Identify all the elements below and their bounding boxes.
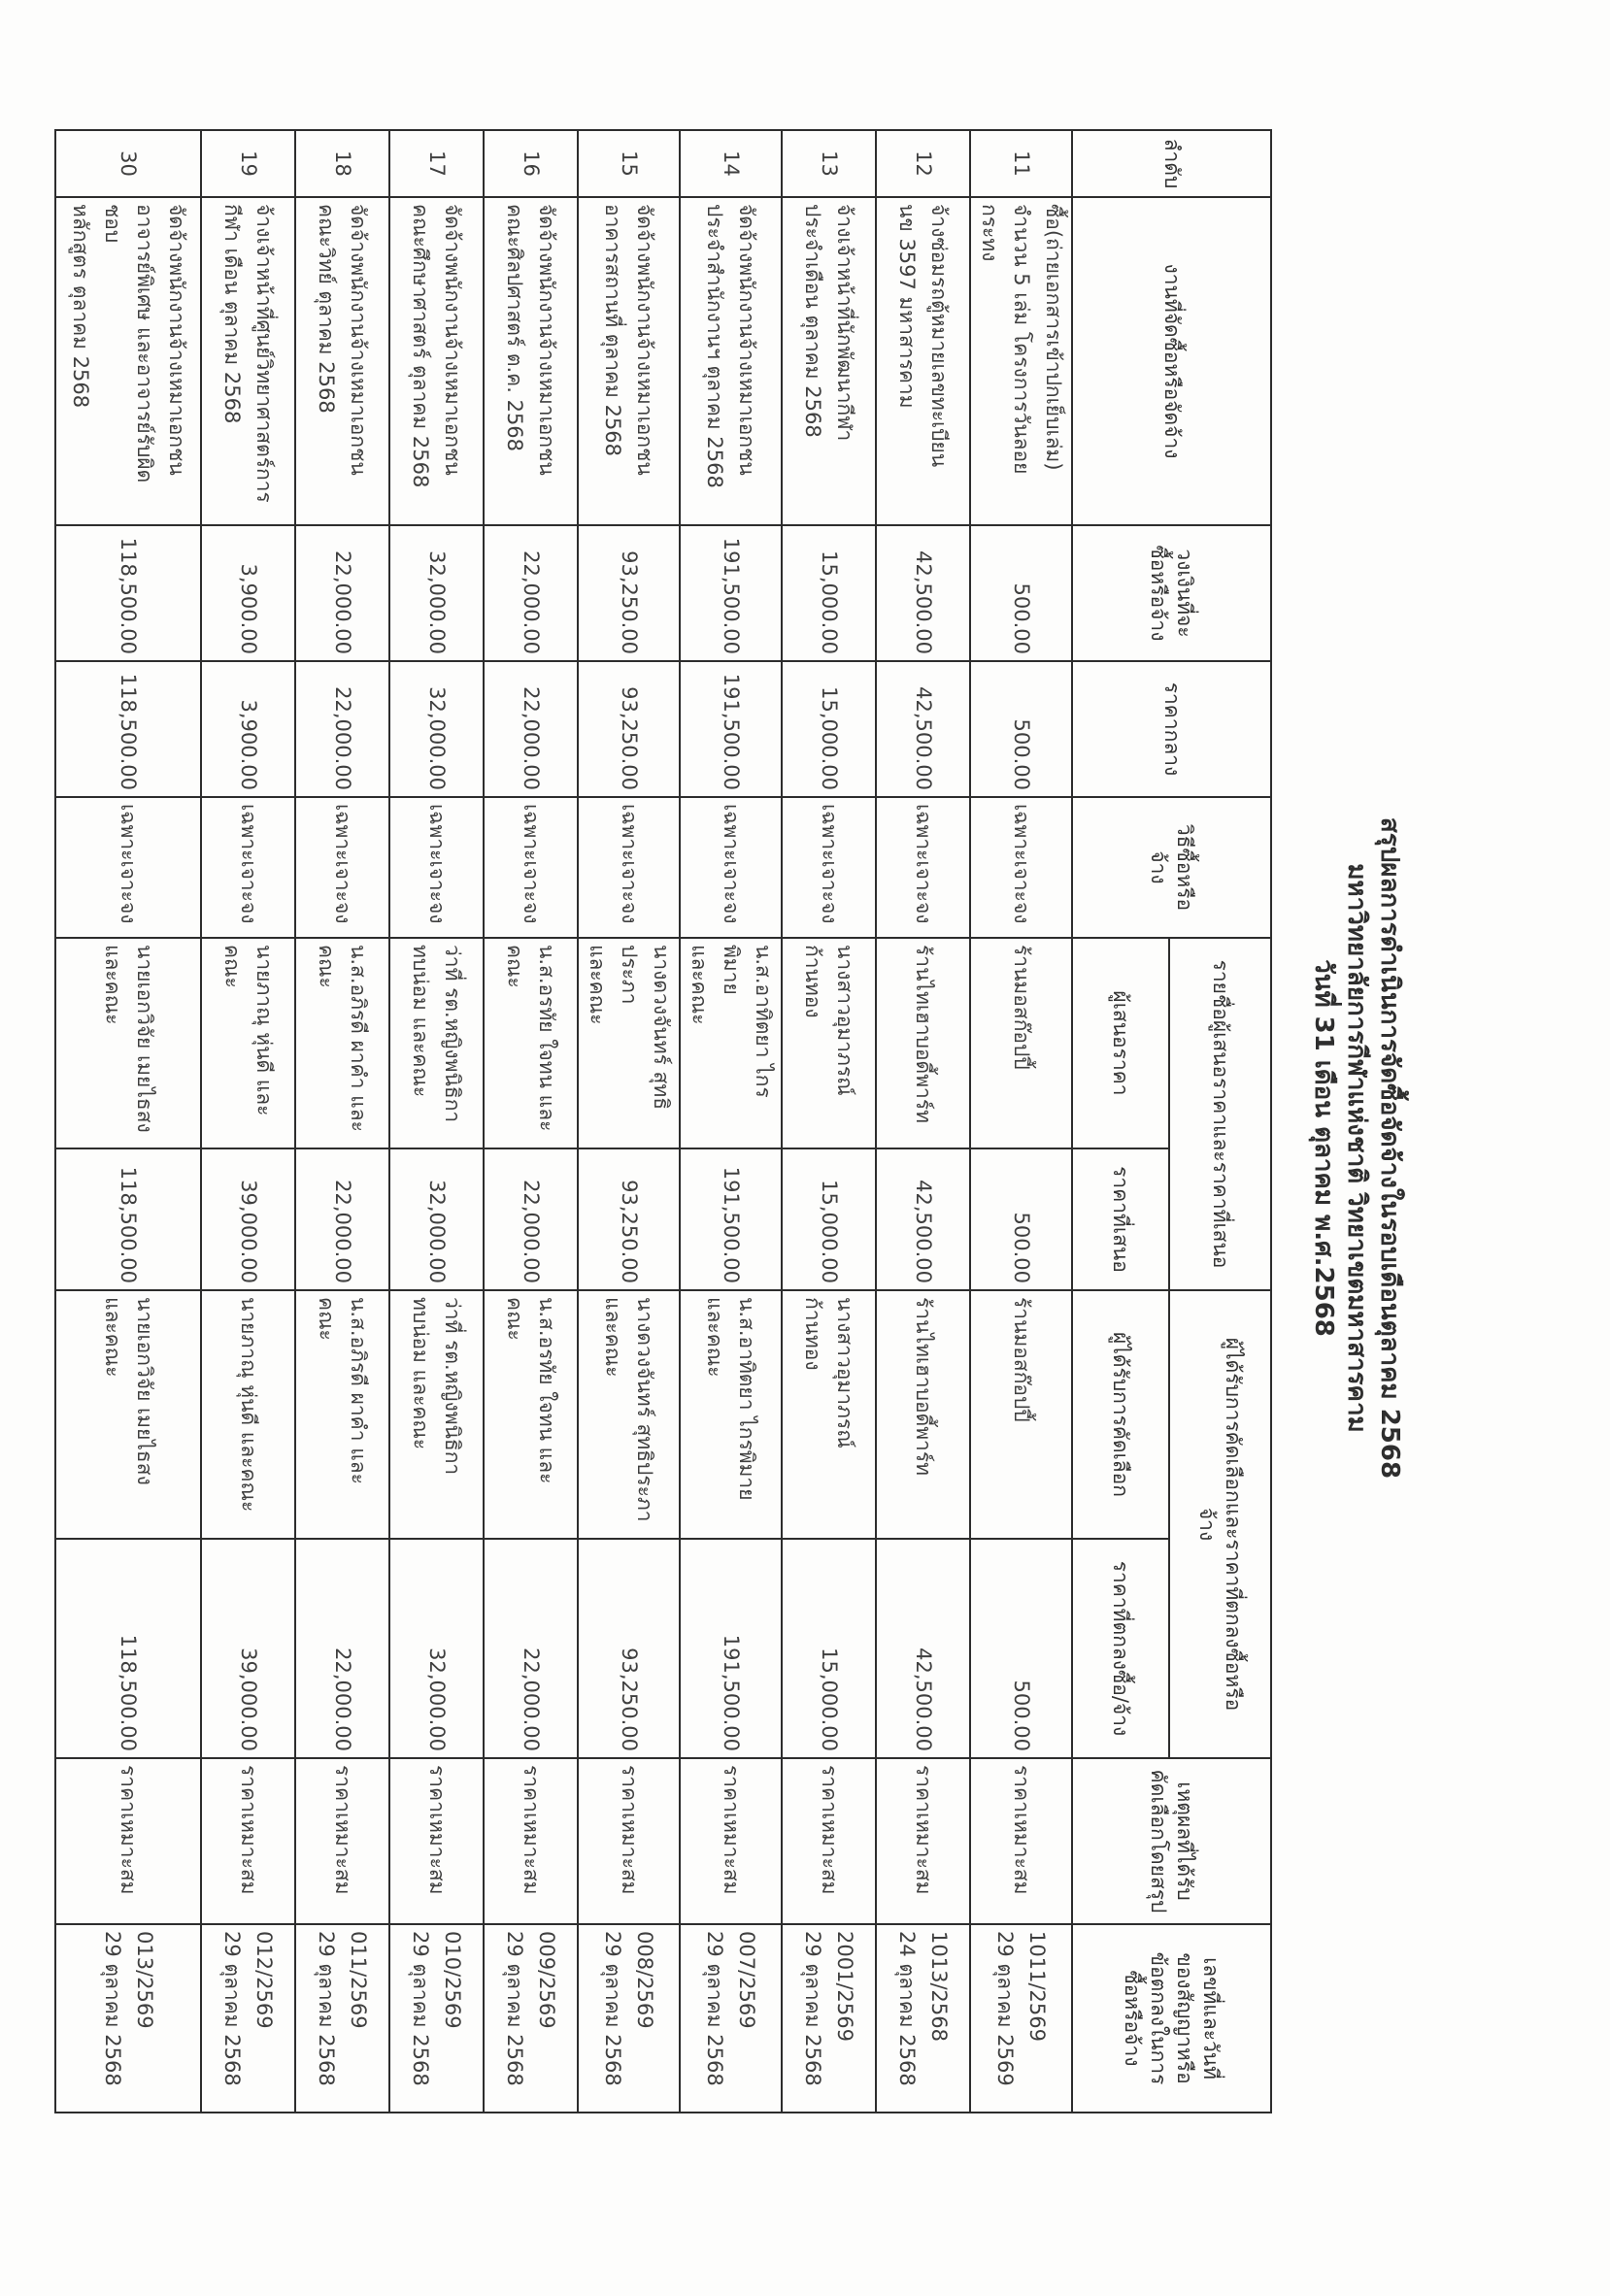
- cell-contract-date: 29 ตุลาคม 2568: [601, 1931, 625, 2086]
- cell-work-line2: นข 3597 มหาสารคาม: [895, 204, 920, 409]
- cell-contract-number: 2001/2569: [833, 1931, 857, 2042]
- header-bid-price: ราคาที่เสนอ: [1072, 1148, 1169, 1290]
- cell-work: [970, 197, 1072, 525]
- cell-budget: 500.00: [970, 525, 1072, 661]
- cell-budget: 118,500.00: [55, 525, 201, 661]
- cell-bidder: [484, 938, 578, 1148]
- cell-bidder-line1: น.ส.อภิรดี ผาคำ และ: [347, 945, 371, 1132]
- cell-contract-number: 010/2569: [441, 1931, 465, 2029]
- header-no: ลำดับ: [1072, 130, 1271, 197]
- cell-work-line1: จัดจ้างพนักงานจ้างเหมาเอกชน: [165, 204, 188, 476]
- header-agreed-price: ราคาที่ตกลงซื้อ/จ้าง: [1072, 1539, 1169, 1758]
- cell-selected-line2: ก้านทอง: [801, 1297, 825, 1371]
- cell-work-line1: จ้างซ่อมรถตู้หมายเลขทะเบียน: [927, 204, 952, 468]
- title-line-2: มหาวิทยาลัยการกีฬาแห่งชาติ วิทยาเขตมหาสารคาม: [1342, 863, 1371, 1433]
- cell-contract: [578, 1924, 680, 2113]
- cell-no: 13: [782, 130, 876, 197]
- cell-bid-price: 93,250.00: [578, 1148, 680, 1290]
- cell-method: เฉพาะเจาะจง: [484, 797, 578, 938]
- cell-bidder: [876, 938, 970, 1148]
- cell-selected-line1: ร้านไทเฮาบอดี้พาร์ท: [912, 1297, 935, 1476]
- header-contract-line3: ข้อตกลงในการ: [1147, 1951, 1171, 2085]
- cell-selected-line1: น.ส.อาทิตยา ไกรพิมาย: [735, 1297, 759, 1501]
- cell-bidder-line2: ก้านทอง: [801, 945, 825, 1018]
- cell-agreed-price: 15,000.00: [782, 1539, 876, 1758]
- cell-reason: ราคาเหมาะสม: [389, 1758, 484, 1924]
- cell-work: [782, 197, 876, 525]
- cell-budget: 93,250.00: [578, 525, 680, 661]
- cell-reason: ราคาเหมาะสม: [484, 1758, 578, 1924]
- cell-agreed-price: 32,000.00: [389, 1539, 484, 1758]
- cell-reason: ราคาเหมาะสม: [970, 1758, 1072, 1924]
- cell-bidder-line1: น.ส.อาทิตยา ไกรพิมาย: [720, 945, 775, 1098]
- cell-bidder-line1: ว่าที่ รต.หญิงพนิธิกา: [441, 945, 465, 1123]
- header-contract-line2: ของสัญญาหรือ: [1173, 1952, 1197, 2084]
- cell-method: เฉพาะเจาะจง: [295, 797, 389, 938]
- cell-budget: 42,500.00: [876, 525, 970, 661]
- cell-reason: ราคาเหมาะสม: [201, 1758, 295, 1924]
- cell-no: 14: [680, 130, 782, 197]
- cell-selected-line1: ร้านมอสก๊อปปี้: [1010, 1297, 1033, 1422]
- cell-work-line1: จัดจ้างพนักงานจ้างเหมาเอกชน: [735, 204, 759, 476]
- cell-bidder-line1: น.ส.อรทัย ใจทน และ: [535, 945, 559, 1132]
- cell-work-line1: จัดจ้างพนักงานจ้างเหมาเอกชน: [441, 204, 465, 476]
- cell-bidder: [201, 938, 295, 1148]
- cell-bid-price: 191,500.00: [680, 1148, 782, 1290]
- cell-method: เฉพาะเจาะจง: [876, 797, 970, 938]
- header-selected-group: [1169, 1290, 1271, 1758]
- cell-selected: [876, 1290, 970, 1539]
- cell-reason: ราคาเหมาะสม: [578, 1758, 680, 1924]
- cell-contract-date: 29 ตุลาคม 2568: [703, 1931, 727, 2086]
- table-row: [484, 130, 578, 2113]
- cell-agreed-price: 22,000.00: [484, 1539, 578, 1758]
- cell-mid-price: 42,500.00: [876, 661, 970, 797]
- cell-method: เฉพาะเจาะจง: [201, 797, 295, 938]
- cell-reason: ราคาเหมาะสม: [55, 1758, 201, 1924]
- cell-work-line1: ซื้อ(ถ่ายเอกสารเข้าปกเย็บเล่ม): [1042, 204, 1065, 471]
- table-row: [295, 130, 389, 2113]
- cell-selected-line2: และคณะ: [101, 1297, 124, 1378]
- header-method: [1072, 797, 1271, 938]
- cell-selected: [484, 1290, 578, 1539]
- cell-work: [55, 197, 201, 525]
- header-contract-line1: เลขที่และวันที่: [1199, 1957, 1224, 2080]
- cell-selected-line1: น.ส.อภิรดี ผาคำ และ: [347, 1297, 371, 1484]
- cell-selected-line2: คณะ: [503, 1297, 527, 1341]
- cell-reason: ราคาเหมาะสม: [295, 1758, 389, 1924]
- table-row: [389, 130, 484, 2113]
- cell-mid-price: 191,500.00: [680, 661, 782, 797]
- cell-contract-number: 011/2569: [347, 1931, 371, 2029]
- cell-work-line2: คณะวิทย์ ตุลาคม 2568: [315, 204, 339, 414]
- header-budget-line2: ซื้อหรือจ้าง: [1147, 545, 1171, 642]
- cell-bidder: [295, 938, 389, 1148]
- cell-bidder: [389, 938, 484, 1148]
- cell-work: [389, 197, 484, 525]
- header-reason-line2: คัดเลือกโดยสรุป: [1147, 1769, 1171, 1913]
- cell-bid-price: 500.00: [970, 1148, 1072, 1290]
- cell-mid-price: 500.00: [970, 661, 1072, 797]
- cell-selected: [578, 1290, 680, 1539]
- header-contract-line4: ซื้อหรือจ้าง: [1121, 1970, 1145, 2067]
- cell-no: 11: [970, 130, 1072, 197]
- cell-bidder-line1: ร้านมอสก๊อปปี้: [1010, 945, 1033, 1070]
- cell-agreed-price: 500.00: [970, 1539, 1072, 1758]
- title-line-3: วันที่ 31 เดือน ตุลาคม พ.ศ.2568: [1309, 959, 1338, 1337]
- cell-selected-line1: นางสาวอุมาภรณ์: [833, 1297, 857, 1448]
- cell-bid-price: 22,000.00: [295, 1148, 389, 1290]
- cell-budget: 3,900.00: [201, 525, 295, 661]
- cell-contract-date: 29 ตุลาคม 2569: [993, 1931, 1018, 2086]
- cell-selected: [389, 1290, 484, 1539]
- cell-contract: [970, 1924, 1072, 2113]
- cell-budget: 32,000.00: [389, 525, 484, 661]
- cell-agreed-price: 39,000.00: [201, 1539, 295, 1758]
- cell-selected: [201, 1290, 295, 1539]
- header-bidder: ผู้เสนอราคา: [1072, 938, 1169, 1148]
- cell-budget: 15,000.00: [782, 525, 876, 661]
- cell-work-line1: จัดจ้างพนักงานจ้างเหมาเอกชน: [633, 204, 657, 476]
- cell-work-line3: หลักสูตร ตุลาคม 2568: [69, 204, 92, 409]
- cell-selected: [55, 1290, 201, 1539]
- header-selected-group-line2: จ้าง: [1195, 1507, 1220, 1542]
- cell-work-line1: จัดจ้างพนักงานจ้างเหมาเอกชน: [347, 204, 371, 476]
- table-row: [782, 130, 876, 2113]
- table-row: [201, 130, 295, 2113]
- cell-bidder-line1: นายภาณุ หุ่นดี และคณะ: [220, 945, 277, 1116]
- cell-work-line2: ประจำเดือน ตุลาคม 2568: [801, 204, 825, 438]
- table-row: [876, 130, 970, 2113]
- cell-mid-price: 32,000.00: [389, 661, 484, 797]
- cell-contract-date: 29 ตุลาคม 2568: [101, 1931, 124, 2086]
- cell-selected-line2: ทบน่อม และคณะ: [409, 1297, 433, 1450]
- cell-method: เฉพาะเจาะจง: [389, 797, 484, 938]
- cell-no: 15: [578, 130, 680, 197]
- cell-selected-line1: นายเอกวิจัย เมยไธสง: [133, 1297, 156, 1485]
- cell-bidder-line2: และคณะ: [101, 945, 124, 1025]
- cell-bidder-line2: และคณะ: [586, 945, 609, 1025]
- header-method-line1: วิธีซื้อหรือ: [1173, 823, 1197, 912]
- cell-contract-date: 24 ตุลาคม 2568: [895, 1931, 920, 2086]
- cell-contract: [876, 1924, 970, 2113]
- cell-contract-number: 1013/2568: [927, 1931, 952, 2042]
- cell-work: [680, 197, 782, 525]
- cell-contract-date: 29 ตุลาคม 2568: [503, 1931, 527, 2086]
- cell-contract-date: 29 ตุลาคม 2568: [409, 1931, 433, 2086]
- header-budget-line1: วงเงินที่จะ: [1173, 549, 1197, 638]
- cell-mid-price: 93,250.00: [578, 661, 680, 797]
- cell-bidder-line1: นายเอกวิจัย เมยไธสง: [133, 945, 156, 1133]
- cell-mid-price: 15,000.00: [782, 661, 876, 797]
- cell-no: 18: [295, 130, 389, 197]
- cell-reason: ราคาเหมาะสม: [782, 1758, 876, 1924]
- cell-contract: [55, 1924, 201, 2113]
- header-selected: ผู้ได้รับการคัดเลือก: [1072, 1290, 1169, 1539]
- header-work: งานที่จัดซื้อหรือจัดจ้าง: [1072, 197, 1271, 525]
- cell-bid-price: 42,500.00: [876, 1148, 970, 1290]
- cell-method: เฉพาะเจาะจง: [680, 797, 782, 938]
- cell-contract: [389, 1924, 484, 2113]
- header-budget: [1072, 525, 1271, 661]
- cell-mid-price: 118,500.00: [55, 661, 201, 797]
- cell-bidder-line2: ทบน่อม และคณะ: [409, 945, 433, 1098]
- cell-agreed-price: 118,500.00: [55, 1539, 201, 1758]
- cell-contract: [680, 1924, 782, 2113]
- cell-bidder-line1: นางดวงจันทร์ สุทธิประภา: [618, 945, 673, 1111]
- cell-selected-line1: นายภาณุ หุ่นดี และคณะ: [237, 1297, 260, 1513]
- header-method-line2: จ้าง: [1147, 850, 1171, 884]
- cell-work: [578, 197, 680, 525]
- cell-mid-price: 22,000.00: [295, 661, 389, 797]
- cell-selected: [782, 1290, 876, 1539]
- cell-contract: [782, 1924, 876, 2113]
- cell-selected-line1: นางดวงจันทร์ สุทธิประภา: [633, 1297, 657, 1522]
- cell-bidder-line2: คณะ: [315, 945, 339, 988]
- cell-contract-date: 29 ตุลาคม 2568: [220, 1931, 245, 2086]
- cell-selected: [680, 1290, 782, 1539]
- cell-agreed-price: 93,250.00: [578, 1539, 680, 1758]
- cell-selected-line2: และคณะ: [601, 1297, 625, 1378]
- header-reason: [1072, 1758, 1271, 1924]
- cell-selected: [295, 1290, 389, 1539]
- cell-no: 16: [484, 130, 578, 197]
- cell-no: 30: [55, 130, 201, 197]
- cell-selected: [970, 1290, 1072, 1539]
- cell-selected-line1: น.ส.อรทัย ใจทน และ: [535, 1297, 559, 1484]
- cell-bidder: [55, 938, 201, 1148]
- cell-bidder-line2: และคณะ: [688, 945, 711, 1025]
- cell-bidder: [970, 938, 1072, 1148]
- header-row-1: [1169, 130, 1271, 2113]
- cell-contract-number: 007/2569: [735, 1931, 759, 2029]
- cell-contract: [201, 1924, 295, 2113]
- cell-work-line2: อาคารสถานที่ ตุลาคม 2568: [601, 204, 625, 457]
- table-row: [55, 130, 201, 2113]
- cell-agreed-price: 22,000.00: [295, 1539, 389, 1758]
- cell-contract-number: 009/2569: [535, 1931, 559, 2029]
- cell-work-line1: จ้างเจ้าหน้าที่ศูนย์วิทยาศาสตร์การ: [252, 204, 277, 503]
- cell-bidder: [680, 938, 782, 1148]
- cell-work: [295, 197, 389, 525]
- cell-bidder: [782, 938, 876, 1148]
- table-row: [578, 130, 680, 2113]
- cell-budget: 191,500.00: [680, 525, 782, 661]
- cell-bidder-line2: คณะ: [503, 945, 527, 988]
- cell-mid-price: 3,900.00: [201, 661, 295, 797]
- cell-agreed-price: 42,500.00: [876, 1539, 970, 1758]
- cell-contract-date: 29 ตุลาคม 2568: [315, 1931, 339, 2086]
- cell-contract-number: 012/2569: [252, 1931, 277, 2029]
- table-row: [680, 130, 782, 2113]
- cell-no: 17: [389, 130, 484, 197]
- cell-work-line2: จำนวน 5 เล่ม โครงการวันลอยกระทง: [978, 204, 1033, 475]
- cell-contract-date: 29 ตุลาคม 2568: [801, 1931, 825, 2086]
- cell-no: 19: [201, 130, 295, 197]
- page-title: [1307, 0, 1406, 2296]
- cell-work-line1: จ้างเจ้าหน้าที่นักพัฒนากีฬา: [833, 204, 857, 442]
- header-reason-line1: เหตุผลที่ได้รับ: [1173, 1781, 1197, 1901]
- cell-bid-price: 32,000.00: [389, 1148, 484, 1290]
- cell-method: เฉพาะเจาะจง: [970, 797, 1072, 938]
- cell-budget: 22,000.00: [484, 525, 578, 661]
- header-selected-group-line1: ผู้ได้รับการคัดเลือกและราคาที่ตกลงซื้อหรือ: [1222, 1337, 1246, 1712]
- cell-bid-price: 22,000.00: [484, 1148, 578, 1290]
- cell-reason: ราคาเหมาะสม: [680, 1758, 782, 1924]
- cell-budget: 22,000.00: [295, 525, 389, 661]
- cell-bidder: [578, 938, 680, 1148]
- cell-contract-number: 008/2569: [633, 1931, 657, 2029]
- cell-method: เฉพาะเจาะจง: [578, 797, 680, 938]
- cell-selected-line2: และคณะ: [703, 1297, 727, 1378]
- cell-selected-line1: ว่าที่ รต.หญิงพนิธิกา: [441, 1297, 465, 1476]
- header-mid-price: ราคากลาง: [1072, 661, 1271, 797]
- cell-work: [876, 197, 970, 525]
- table-row: [970, 130, 1072, 2113]
- cell-no: 12: [876, 130, 970, 197]
- cell-contract: [295, 1924, 389, 2113]
- cell-mid-price: 22,000.00: [484, 661, 578, 797]
- cell-work-line2: คณะศึกษาศาสตร์ ตุลาคม 2568: [409, 204, 433, 488]
- cell-method: เฉพาะเจาะจง: [782, 797, 876, 938]
- cell-contract-number: 1011/2569: [1025, 1931, 1050, 2042]
- header-contract: [1072, 1924, 1271, 2113]
- cell-bid-price: 39,000.00: [201, 1148, 295, 1290]
- cell-reason: ราคาเหมาะสม: [876, 1758, 970, 1924]
- cell-work-line2: อาจารย์พิเศษ และอาจารย์รับผิดชอบ: [101, 204, 156, 483]
- cell-method: เฉพาะเจาะจง: [55, 797, 201, 938]
- cell-work: [201, 197, 295, 525]
- cell-agreed-price: 191,500.00: [680, 1539, 782, 1758]
- title-line-1: สรุปผลการดำเนินการจัดซื้อจัดจ้างในรอบเดือนตุลาคม 2568: [1375, 816, 1404, 1480]
- cell-bidder-line1: นางสาวอุมาภรณ์: [833, 945, 857, 1096]
- cell-bid-price: 15,000.00: [782, 1148, 876, 1290]
- cell-bidder-line1: ร้านไทเฮาบอดี้พาร์ท: [912, 945, 935, 1123]
- cell-work-line2: ประจำสำนักงานฯ ตุลาคม 2568: [703, 204, 727, 488]
- cell-selected-line2: คณะ: [315, 1297, 339, 1341]
- cell-work-line2: กีฬา เดือน ตุลาคม 2568: [220, 204, 245, 424]
- cell-contract: [484, 1924, 578, 2113]
- cell-contract-number: 013/2569: [133, 1931, 156, 2029]
- cell-bid-price: 118,500.00: [55, 1148, 201, 1290]
- procurement-table: [54, 129, 1272, 2113]
- cell-work: [484, 197, 578, 525]
- header-bidders-group: รายชื่อผู้เสนอราคาและราคาที่เสนอ: [1169, 938, 1271, 1290]
- cell-work-line2: คณะศิลปศาสตร์ ต.ค. 2568: [503, 204, 527, 452]
- cell-work-line1: จัดจ้างพนักงานจ้างเหมาเอกชน: [535, 204, 559, 476]
